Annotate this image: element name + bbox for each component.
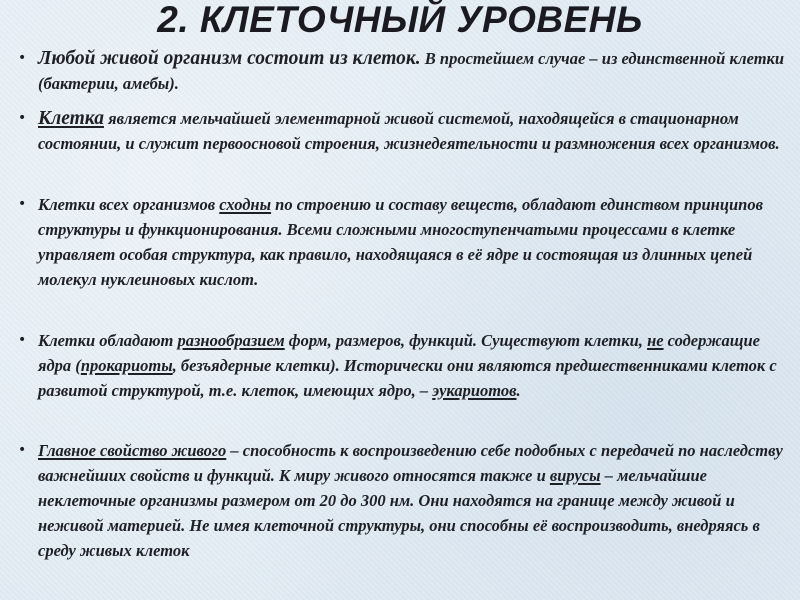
text-segment: по строению и составу веществ, обладают единством принципов структуры и функционирования. Всеми сложными многоступенчатыми процессами в клетке управляет особая структура, как правило, находящаяся в её ядре и состоящая из длинных цепей молекул нуклеиновых кислот. bbox=[38, 195, 763, 289]
text-segment: Клетки обладают bbox=[38, 331, 178, 350]
underlined-term: сходны bbox=[219, 195, 272, 214]
underlined-term: прокариоты bbox=[80, 356, 173, 375]
underlined-term: разнообразием bbox=[177, 331, 285, 350]
slide-title: 2. КЛЕТОЧНЫЙ УРОВЕНЬ bbox=[157, 0, 643, 40]
bullet-icon: • bbox=[18, 332, 27, 348]
text-segment: , безъядерные клетки). Исторически они являются предшественниками клеток с развитой структурой, т.е. клеток, имеющих ядро, – bbox=[38, 356, 777, 400]
underlined-term: эукариотов bbox=[432, 381, 517, 400]
underlined-term: Главное свойство живого bbox=[38, 441, 227, 460]
bullet-text bbox=[38, 192, 796, 292]
text-segment: . bbox=[516, 381, 521, 400]
bullet-icon: • bbox=[18, 110, 27, 126]
bullet-icon: • bbox=[18, 196, 27, 212]
text-segment: – способность к воспроизведению себе подобных с передачей по наследству важнейших свойств и функций. К миру живого относятся также и bbox=[38, 441, 783, 485]
text-segment: В простейшем случае – из единственной клетки (бактерии, амебы). bbox=[38, 49, 785, 93]
text-segment: является мельчайшей элементарной живой системой, находящейся в стационарном состоянии, и служит первоосновой строения, жизнедеятельности и размножения всех организмов. bbox=[38, 109, 780, 153]
bullet-text bbox=[38, 438, 796, 563]
bullet-text bbox=[38, 106, 796, 156]
underlined-term: не bbox=[647, 331, 664, 350]
text-segment: Любой живой организм состоит из клеток. bbox=[38, 48, 421, 69]
slide-content bbox=[0, 46, 800, 600]
bullet-icon: • bbox=[18, 442, 27, 458]
text-segment: Клетки всех организмов bbox=[38, 195, 220, 214]
bullet-icon: • bbox=[18, 50, 27, 66]
underlined-term: вирусы bbox=[549, 466, 601, 485]
text-segment: содержащие ядра ( bbox=[38, 331, 760, 375]
underlined-term: Клетка bbox=[38, 108, 104, 129]
text-segment: – мельчайшие неклеточные организмы размером от 20 до 300 нм. Они находятся на границе между живой и неживой материей. Не имея клеточной структуры, они способны её воспроизводить, внедряясь в среду живых клеток bbox=[38, 466, 760, 560]
bullet-text bbox=[38, 46, 796, 96]
bullet-text bbox=[38, 328, 796, 403]
text-segment: форм, размеров, функций. Существуют клетки, bbox=[284, 331, 648, 350]
